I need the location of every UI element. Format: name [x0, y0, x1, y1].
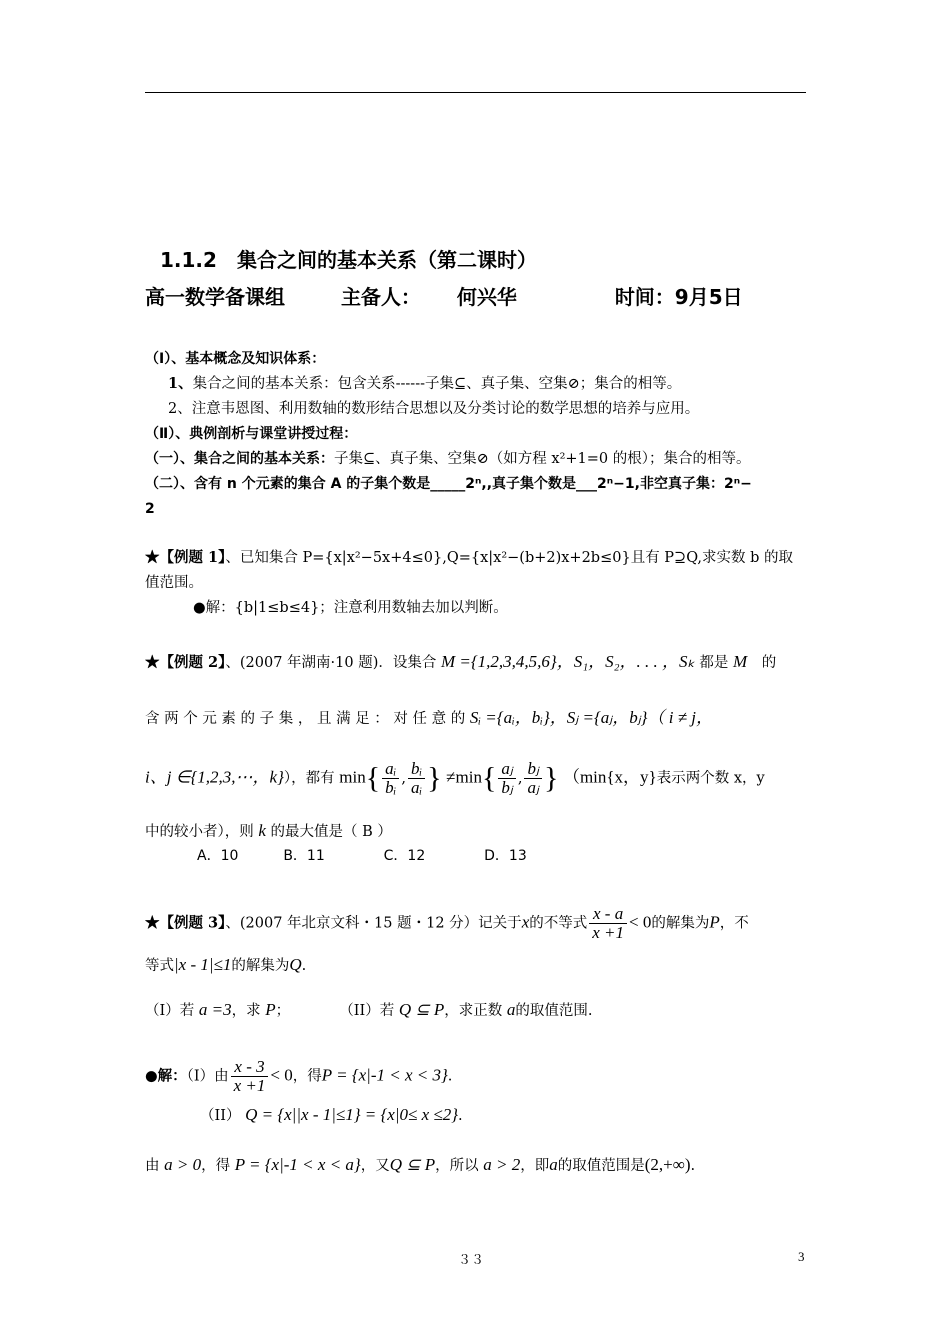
solution3-s1-text: （I）由: [186, 1068, 229, 1085]
example1-label: ★【例题 1】: [145, 549, 226, 566]
example2-m: M: [733, 652, 748, 671]
solution3-s2-end: .: [458, 1108, 463, 1124]
question2-label: （II）若: [339, 1003, 395, 1019]
section2-line1-bold: （一）、集合之间的基本关系：: [145, 451, 334, 467]
example3-line2-sol: 的解集为: [231, 958, 290, 974]
example3-not: ，不: [719, 915, 749, 932]
option-b: B．11: [283, 848, 325, 864]
example2-min-1: min: [339, 767, 366, 787]
section2-line2-cont: 2: [145, 501, 155, 517]
example2-set-m: M ={1,2,3,4,5,6}: [441, 652, 557, 671]
example2-line1: [145, 652, 776, 673]
solution3-s1-end: .: [447, 1068, 453, 1085]
example3-line2-text: 等式: [145, 958, 174, 974]
example2-si: Sᵢ ={aᵢ，bᵢ}: [469, 708, 550, 727]
example2-min-2: min: [455, 767, 482, 787]
example3-lt0: < 0: [629, 912, 652, 932]
header-group: 高一数学备课组: [145, 285, 285, 309]
solution3-s3-end: .: [690, 1158, 696, 1174]
question1-p: P: [265, 1000, 276, 1019]
section2-line1: [145, 449, 751, 469]
solution3-s3-p: P = {x|-1 < x < a}: [234, 1155, 361, 1174]
solution3-line2: [200, 1105, 463, 1126]
example2-options: [197, 846, 527, 866]
solution3-line1: [145, 1058, 452, 1095]
header-rule: [145, 92, 806, 93]
example3-line2: [145, 955, 306, 976]
example2-min-desc: 表示两个数 x，y: [656, 770, 765, 787]
example2-source: 、(2007 年湖南·10 题)．设集合: [225, 655, 437, 671]
solution3-line3: [145, 1155, 695, 1176]
example3-line1: [145, 905, 749, 942]
example1-text: 、已知集合 P={x|x²−5x+4≤0},Q={x|x²−(b+2)x+2b≤0}且有 P⊇Q,求实数 b 的取: [225, 550, 793, 566]
solution3-s3-a2: a > 2: [483, 1155, 521, 1174]
question1-seek: ，求: [231, 1003, 261, 1019]
example2-condition: （ i ≠ j，: [647, 708, 714, 727]
option-a: A．10: [197, 848, 239, 864]
question2-q-sub-p: Q ⊆ P: [398, 1000, 445, 1019]
example1-solution: ●解：{b|1≤b≤4}；注意利用数轴去加以判断。: [193, 600, 508, 616]
example2-line2: [145, 708, 713, 729]
section1-item1: [168, 374, 681, 394]
example1-line2: 值范围。: [145, 575, 203, 591]
example3-x: x: [521, 912, 530, 932]
solution3-s3-ie: ，即: [520, 1158, 550, 1174]
solution3-s3-a0: a > 0: [164, 1155, 202, 1174]
example3-p: P: [709, 912, 720, 932]
example3-source: 、(2007 年北京文科・15 题・12 分）记关于: [225, 915, 522, 932]
section2-line2: （二）、含有 n 个元素的集合 A 的子集个数是_____2ⁿ,,真子集个数是___2ⁿ−1,非空真子集：2ⁿ−: [145, 476, 752, 492]
solution3-s3-a: a: [549, 1155, 558, 1174]
frac-ai-bi: $\frac{\text{aᵢ}}{\text{bᵢ}}$: [382, 760, 399, 797]
question1-semi: ；: [275, 1003, 291, 1019]
solution3-s1-get: ，得: [292, 1068, 322, 1085]
question2-a: a: [506, 1000, 516, 1019]
frac-aj-bj: $\frac{\text{aⱼ}}{\text{bⱼ}}$: [498, 760, 515, 797]
example2-index-set: i、j ∈{1,2,3,⋯，k}: [145, 767, 284, 787]
example2-neq: ≠: [446, 767, 456, 787]
item1-text: 集合之间的基本关系：包含关系------子集⊆、真子集、空集⊘；集合的相等。: [192, 376, 682, 392]
section1-item2: 2、注意韦恩图、利用数轴的数形结合思想以及分类讨论的数学思想的培养与应用。: [168, 401, 700, 417]
solution3-fraction: $\frac{x - 3}{x +1}$: [231, 1058, 269, 1095]
example2-have: ），都有: [283, 770, 335, 787]
solution3-s3-range-label: 的取值范围是: [557, 1158, 645, 1174]
footer-center: ３３: [458, 1252, 485, 1267]
example2-subsets: ，S₁，S₂，. . . ，Sₖ: [556, 652, 695, 671]
solution3-label: ●解：: [145, 1067, 187, 1085]
section1-heading: （Ⅰ）、基本概念及知识体系：: [145, 351, 326, 367]
example2-answer: 的最大值是（ B ）: [270, 824, 392, 840]
example2-line4-text: 中的较小者），则: [145, 824, 254, 840]
frac-bj-aj: $\frac{\text{bⱼ}}{\text{aⱼ}}$: [524, 760, 541, 797]
solution3-s3-get: ，得: [201, 1158, 231, 1174]
example2-sj: ，Sⱼ ={aⱼ，bⱼ}: [549, 708, 648, 727]
example2-of: 的: [761, 655, 777, 671]
question1-label: （I）若: [145, 1003, 195, 1019]
example3-abs: |x - 1|≤1: [174, 955, 232, 974]
example2-line3: i、j ∈{1,2,3,⋯，k}），都有 min{ $\frac{\text{aᵢ}}{\text{bᵢ}}$ , $\frac{\text{bᵢ}}{\text{aᵢ}}$ } ≠min{ $\frac{\text{aⱼ}}{\text{bⱼ}}$ , $\frac{\text{bⱼ}}{\text{aⱼ}}$ } （min{x，y}表示两个数 x，y: [145, 759, 765, 797]
lesson-title: 1.1.2 集合之间的基本关系（第二课时）: [160, 248, 537, 272]
example1-line1: [145, 548, 793, 568]
solution3-s2-q: Q = {x||x - 1|≤1} = {x|0≤ x ≤2}: [245, 1105, 459, 1124]
header-preparer-label: 主备人：: [340, 285, 421, 309]
example3-dot: .: [301, 958, 307, 974]
header-preparer: 何兴华: [456, 285, 517, 309]
example2-k: k: [258, 821, 266, 840]
solution3-s3-range: (2,+∞): [644, 1155, 691, 1174]
header-date: 时间：9月5日: [614, 285, 743, 309]
solution3-s3-so: ，所以: [435, 1158, 479, 1174]
example3-sol-is: 的解集为: [651, 915, 710, 932]
solution3-s1-p: P = {x|-1 < x < 3}: [321, 1065, 448, 1085]
question1-a3: a =3: [198, 1000, 232, 1019]
section2-heading: （Ⅱ）、典例剖析与课堂讲授过程：: [145, 426, 358, 442]
option-d: D．13: [484, 848, 527, 864]
example2-line4: [145, 821, 392, 842]
example3-ineq-label: 的不等式: [529, 915, 588, 932]
solution3-s3-qp: Q ⊆ P: [389, 1155, 436, 1174]
example3-questions: [145, 1000, 593, 1021]
footer-page-number: 3: [798, 1249, 805, 1264]
example2-min-def: （min{x，y}: [562, 767, 657, 787]
example2-label: ★【例题 2】: [145, 654, 226, 671]
frac-bi-ai: $\frac{\text{bᵢ}}{\text{aᵢ}}$: [408, 760, 425, 797]
question2-range: 的取值范围.: [515, 1003, 593, 1019]
example3-label: ★【例题 3】: [145, 914, 226, 932]
solution3-s3-from: 由: [145, 1158, 160, 1174]
solution3-s1-lt: < 0: [270, 1065, 293, 1085]
question2-text: ，求正数: [444, 1003, 503, 1019]
item1-number: 1、: [168, 375, 193, 392]
example3-q: Q: [289, 955, 302, 974]
solution3-s2-label: （II）: [200, 1108, 241, 1124]
option-c: C．12: [383, 848, 426, 864]
solution3-s3-also: ，又: [360, 1158, 390, 1174]
example3-fraction: $\frac{x - a}{x +1}$: [589, 905, 627, 942]
header-line: [145, 287, 743, 307]
example2-are: 都是: [699, 655, 729, 671]
example2-line2-text: 含 两 个 元 素 的 子 集 ， 且 满 足 ： 对 任 意 的: [145, 711, 466, 727]
section2-line1-rest: 子集⊆、真子集、空集⊘（如方程 x²+1=0 的根）；集合的相等。: [334, 451, 751, 467]
